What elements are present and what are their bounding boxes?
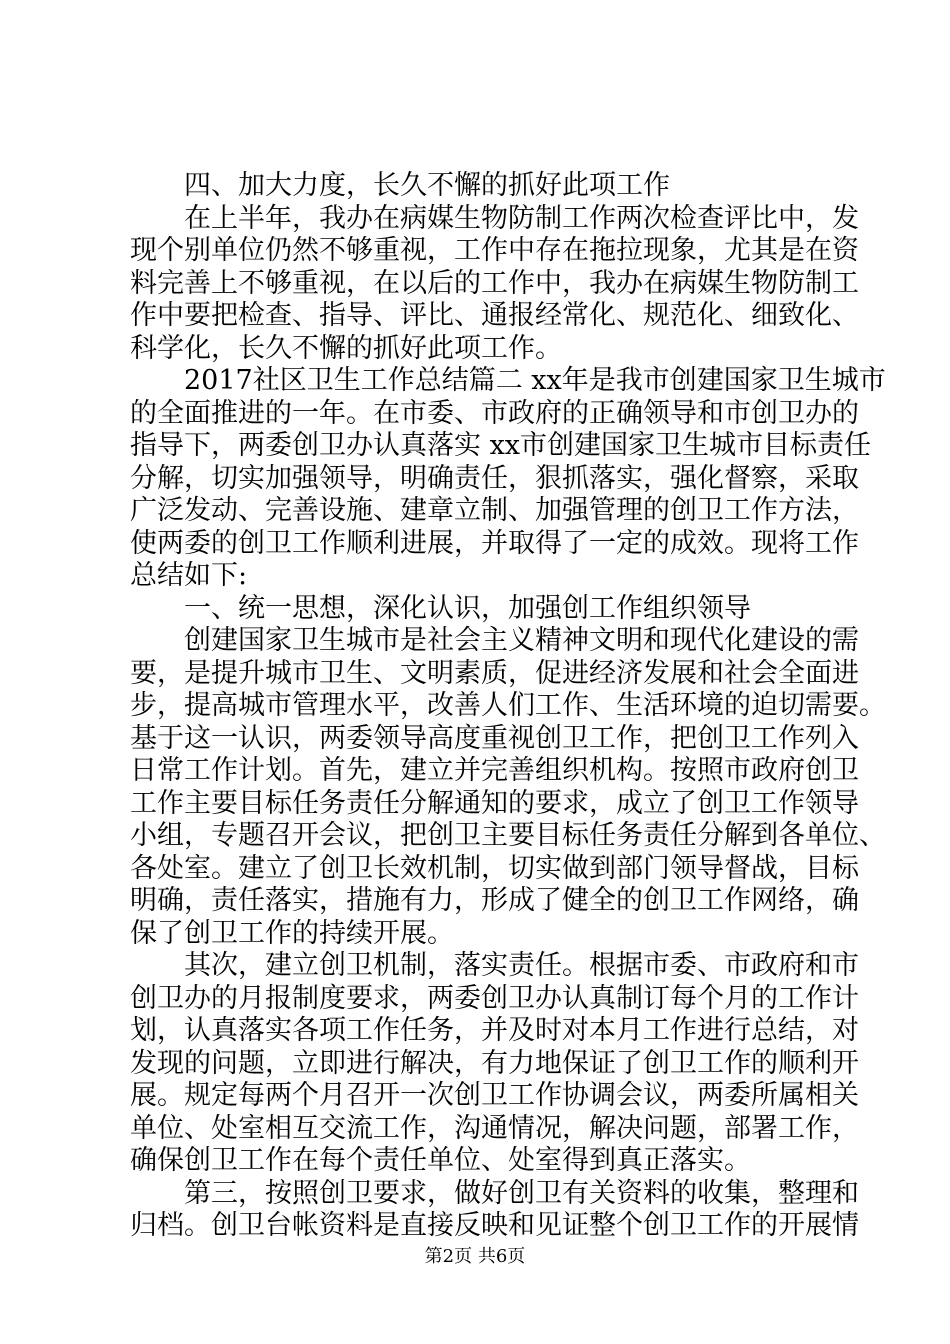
paragraph-line: 料完善上不够重视，在以后的工作中，我办在病媒生物防制工 bbox=[130, 267, 859, 299]
paragraph-line: 总结如下: bbox=[130, 560, 248, 591]
paragraph-line: 现个别单位仍然不够重视，工作中存在拖拉现象，尤其是在资 bbox=[130, 235, 859, 266]
paragraph-line: 小组，专题召开会议，把创卫主要目标任务责任分解到各单位、 bbox=[130, 820, 886, 851]
paragraph-line: 广泛发动、完善设施、建章立制、加强管理的创卫工作方法， bbox=[130, 495, 859, 526]
paragraph-line: 指导下，两委创卫办认真落实 xx市创建国家卫生城市目标责任 bbox=[130, 430, 872, 461]
heading-section-one: 一、统一思想，深化认识，加强创工作组织领导 bbox=[130, 592, 751, 624]
paragraph-line: 展。规定每两个月召开一次创卫工作协调会议，两委所属相关 bbox=[130, 1080, 859, 1111]
paragraph-line: 工作主要目标任务责任分解通知的要求，成立了创卫工作领导 bbox=[130, 787, 859, 819]
paragraph-line: 各处室。建立了创卫长效机制，切实做到部门领导督战，目标 bbox=[130, 852, 859, 884]
paragraph-line: 单位、处室相互交流工作，沟通情况，解决问题，部署工作， bbox=[130, 1112, 859, 1144]
paragraph-line: 发现的问题，立即进行解决，有力地保证了创卫工作的顺利开 bbox=[130, 1047, 859, 1079]
paragraph-line: 创建国家卫生城市是社会主义精神文明和现代化建设的需 bbox=[130, 625, 859, 656]
paragraph-line: 要，是提升城市卫生、文明素质，促进经济发展和社会全面进 bbox=[130, 657, 859, 689]
paragraph-line: 步，提高城市管理水平，改善人们工作、生活环境的迫切需要。 bbox=[130, 690, 886, 721]
paragraph-line: 分解，切实加强领导，明确责任，狠抓落实，强化督察，采取 bbox=[130, 462, 859, 494]
paragraph-line: 确保创卫工作在每个责任单位、处室得到真正落实。 bbox=[130, 1145, 751, 1176]
paragraph-line: 保了创卫工作的持续开展。 bbox=[130, 917, 454, 949]
paragraph-line: 划，认真落实各项工作任务，并及时对本月工作进行总结，对 bbox=[130, 1015, 859, 1046]
paragraph-line: 2017社区卫生工作总结篇二 xx年是我市创建国家卫生城市 bbox=[130, 365, 886, 396]
paragraph-line: 创卫办的月报制度要求，两委创卫办认真制订每个月的工作计 bbox=[130, 982, 859, 1014]
paragraph-line: 在上半年，我办在病媒生物防制工作两次检查评比中，发 bbox=[130, 202, 859, 234]
paragraph-line: 科学化，长久不懈的抓好此项工作。 bbox=[130, 332, 562, 364]
page-footer: 第2页 共6页 bbox=[424, 1246, 526, 1267]
paragraph-line: 的全面推进的一年。在市委、市政府的正确领导和市创卫办的 bbox=[130, 397, 859, 429]
paragraph-line: 使两委的创卫工作顺利进展，并取得了一定的成效。现将工作 bbox=[130, 527, 859, 559]
paragraph-line: 归档。创卫台帐资料是直接反映和见证整个创卫工作的开展情 bbox=[130, 1210, 859, 1241]
paragraph-line: 其次，建立创卫机制，落实责任。根据市委、市政府和市 bbox=[130, 950, 859, 981]
heading-section-four: 四、加大力度，长久不懈的抓好此项工作 bbox=[130, 170, 670, 201]
paragraph-line: 明确，责任落实，措施有力，形成了健全的创卫工作网络，确 bbox=[130, 885, 859, 916]
paragraph-line: 基于这一认识，两委领导高度重视创卫工作，把创卫工作列入 bbox=[130, 722, 859, 754]
paragraph-line: 第三，按照创卫要求，做好创卫有关资料的收集，整理和 bbox=[130, 1177, 859, 1209]
paragraph-line: 日常工作计划。首先，建立并完善组织机构。按照市政府创卫 bbox=[130, 755, 859, 786]
paragraph-line: 作中要把检查、指导、评比、通报经常化、规范化、细致化、 bbox=[130, 300, 859, 331]
